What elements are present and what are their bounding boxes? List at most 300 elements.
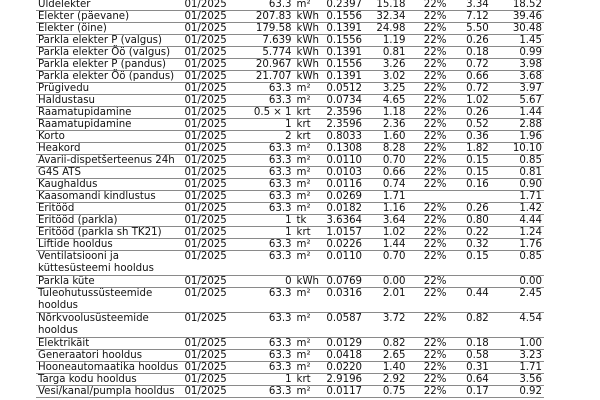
line-quantity: 1 xyxy=(233,119,295,131)
line-vat-amount: 0.80 xyxy=(455,215,498,227)
line-quantity: 63.3 xyxy=(233,288,295,313)
line-unit: kWh xyxy=(295,276,325,288)
table-row xyxy=(36,215,544,227)
line-period: 01/2025 xyxy=(182,215,232,227)
line-quantity: 5.774 xyxy=(233,47,295,59)
line-name: Haldustasu xyxy=(36,95,182,107)
line-total: 1.00 xyxy=(498,338,544,350)
line-total: 1.96 xyxy=(498,131,544,143)
line-name: Heakord xyxy=(36,143,182,155)
line-vat-rate: 22% xyxy=(414,215,455,227)
line-vat-amount: 0.36 xyxy=(455,131,498,143)
line-total: 1.71 xyxy=(498,362,544,374)
table-row xyxy=(36,35,544,47)
line-vat-amount: 0.26 xyxy=(455,107,498,119)
line-quantity: 207.83 xyxy=(233,11,295,23)
line-unit: kWh xyxy=(295,35,325,47)
line-vat-amount: 1.02 xyxy=(455,95,498,107)
line-vat-rate: 22% xyxy=(414,338,455,350)
line-vat-rate xyxy=(414,191,455,203)
line-vat-amount: 0.82 xyxy=(455,313,498,338)
line-sum: 2.36 xyxy=(370,119,413,131)
line-period: 01/2025 xyxy=(182,227,232,239)
line-unit-price: 0.0316 xyxy=(324,288,370,313)
line-unit-price: 0.2397 xyxy=(324,0,370,11)
line-name: Prügivedu xyxy=(36,83,182,95)
line-vat-rate: 22% xyxy=(414,179,455,191)
line-vat-rate: 22% xyxy=(414,71,455,83)
line-period: 01/2025 xyxy=(182,167,232,179)
line-name: Nõrkvoolusüsteemide hooldus xyxy=(36,313,182,338)
line-unit-price: 0.0220 xyxy=(324,362,370,374)
line-total: 0.81 xyxy=(498,167,544,179)
line-unit-price: 0.1391 xyxy=(324,23,370,35)
line-sum: 1.60 xyxy=(370,131,413,143)
line-total: 2.45 xyxy=(498,288,544,313)
line-period: 01/2025 xyxy=(182,23,232,35)
line-name: Parkla elekter P (pandus) xyxy=(36,59,182,71)
line-quantity: 1 xyxy=(233,227,295,239)
line-period: 01/2025 xyxy=(182,203,232,215)
line-name: Elektrikäit xyxy=(36,338,182,350)
line-total: 1.76 xyxy=(498,239,544,251)
line-vat-amount: 0.58 xyxy=(455,350,498,362)
line-vat-amount: 0.32 xyxy=(455,239,498,251)
line-total: 3.56 xyxy=(498,374,544,386)
line-vat-amount: 0.15 xyxy=(455,155,498,167)
table-row xyxy=(36,83,544,95)
table-row xyxy=(36,11,544,23)
line-vat-amount: 0.44 xyxy=(455,288,498,313)
line-name: Generaatori hooldus xyxy=(36,350,182,362)
table-row xyxy=(36,131,544,143)
line-sum: 1.19 xyxy=(370,35,413,47)
line-sum: 8.28 xyxy=(370,143,413,155)
line-vat-amount: 0.72 xyxy=(455,59,498,71)
line-total: 3.23 xyxy=(498,350,544,362)
line-sum: 2.65 xyxy=(370,350,413,362)
line-total: 30.48 xyxy=(498,23,544,35)
line-sum: 3.64 xyxy=(370,215,413,227)
line-unit-price: 0.0110 xyxy=(324,155,370,167)
table-row xyxy=(36,95,544,107)
line-vat-rate: 22% xyxy=(414,155,455,167)
line-total: 1.71 xyxy=(498,191,544,203)
table-row xyxy=(36,155,544,167)
line-sum: 1.16 xyxy=(370,203,413,215)
line-name: Liftide hooldus xyxy=(36,239,182,251)
line-unit: m² xyxy=(295,313,325,338)
line-vat-rate: 22% xyxy=(414,203,455,215)
line-unit-price: 0.0769 xyxy=(324,276,370,288)
line-name: Hooneautomaatika hooldus xyxy=(36,362,182,374)
invoice-lines-table xyxy=(36,0,544,398)
line-unit-price: 0.0110 xyxy=(324,251,370,276)
line-vat-rate: 22% xyxy=(414,95,455,107)
line-vat-rate: 22% xyxy=(414,143,455,155)
line-quantity: 63.3 xyxy=(233,251,295,276)
line-period: 01/2025 xyxy=(182,386,232,398)
line-unit: kWh xyxy=(295,71,325,83)
line-quantity: 63.3 xyxy=(233,191,295,203)
table-row xyxy=(36,350,544,362)
line-period: 01/2025 xyxy=(182,374,232,386)
line-vat-rate: 22% xyxy=(414,107,455,119)
line-quantity: 179.58 xyxy=(233,23,295,35)
line-vat-amount: 0.64 xyxy=(455,374,498,386)
line-name: Elekter (öine) xyxy=(36,23,182,35)
line-quantity: 63.3 xyxy=(233,179,295,191)
line-sum: 24.98 xyxy=(370,23,413,35)
line-sum: 0.81 xyxy=(370,47,413,59)
line-period: 01/2025 xyxy=(182,239,232,251)
line-vat-rate: 22% xyxy=(414,251,455,276)
line-quantity: 2 xyxy=(233,131,295,143)
line-sum: 1.18 xyxy=(370,107,413,119)
line-sum: 15.18 xyxy=(370,0,413,11)
line-sum: 0.74 xyxy=(370,179,413,191)
line-sum: 4.65 xyxy=(370,95,413,107)
line-unit-price: 0.0129 xyxy=(324,338,370,350)
line-sum: 32.34 xyxy=(370,11,413,23)
line-vat-amount: 7.12 xyxy=(455,11,498,23)
line-vat-rate: 22% xyxy=(414,386,455,398)
line-unit: m² xyxy=(295,251,325,276)
line-vat-amount: 0.17 xyxy=(455,386,498,398)
table-row xyxy=(36,239,544,251)
table-row xyxy=(36,338,544,350)
line-total: 0.85 xyxy=(498,251,544,276)
line-quantity: 63.3 xyxy=(233,239,295,251)
line-quantity: 0.5 × 1 xyxy=(233,107,295,119)
line-sum: 1.44 xyxy=(370,239,413,251)
line-vat-amount: 0.15 xyxy=(455,251,498,276)
line-total: 2.88 xyxy=(498,119,544,131)
line-unit-price: 0.1308 xyxy=(324,143,370,155)
line-sum: 3.26 xyxy=(370,59,413,71)
line-total: 1.42 xyxy=(498,203,544,215)
line-unit: m² xyxy=(295,167,325,179)
line-unit-price: 3.6364 xyxy=(324,215,370,227)
line-vat-rate: 22% xyxy=(414,0,455,11)
line-vat-amount: 0.31 xyxy=(455,362,498,374)
line-sum: 0.70 xyxy=(370,251,413,276)
line-total: 0.90 xyxy=(498,179,544,191)
line-name: Üldelekter xyxy=(36,0,182,11)
line-period: 01/2025 xyxy=(182,0,232,11)
line-total: 3.68 xyxy=(498,71,544,83)
line-unit: m² xyxy=(295,288,325,313)
line-unit: krt xyxy=(295,131,325,143)
line-vat-amount: 0.22 xyxy=(455,227,498,239)
line-unit: krt xyxy=(295,119,325,131)
line-unit: m² xyxy=(295,0,325,11)
table-row xyxy=(36,0,544,11)
table-row xyxy=(36,362,544,374)
line-vat-amount: 5.50 xyxy=(455,23,498,35)
line-unit-price: 0.0117 xyxy=(324,386,370,398)
line-unit-price: 0.8033 xyxy=(324,131,370,143)
line-period: 01/2025 xyxy=(182,107,232,119)
line-unit: krt xyxy=(295,107,325,119)
line-unit-price: 0.0269 xyxy=(324,191,370,203)
line-total: 18.52 xyxy=(498,0,544,11)
line-period: 01/2025 xyxy=(182,83,232,95)
line-unit: m² xyxy=(295,386,325,398)
table-row xyxy=(36,288,544,313)
line-period: 01/2025 xyxy=(182,155,232,167)
line-quantity: 20.967 xyxy=(233,59,295,71)
line-total: 0.99 xyxy=(498,47,544,59)
line-name: Eritööd (parkla sh TK21) xyxy=(36,227,182,239)
line-sum: 0.00 xyxy=(370,276,413,288)
line-unit: m² xyxy=(295,143,325,155)
line-unit-price: 0.1391 xyxy=(324,47,370,59)
line-total: 4.44 xyxy=(498,215,544,227)
line-vat-rate: 22% xyxy=(414,227,455,239)
line-unit: krt xyxy=(295,227,325,239)
table-row xyxy=(36,167,544,179)
line-total: 5.67 xyxy=(498,95,544,107)
line-vat-amount: 0.52 xyxy=(455,119,498,131)
line-vat-rate: 22% xyxy=(414,131,455,143)
line-total: 0.00 xyxy=(498,276,544,288)
line-period: 01/2025 xyxy=(182,95,232,107)
table-row xyxy=(36,313,544,338)
line-vat-rate: 22% xyxy=(414,313,455,338)
line-unit-price: 0.0116 xyxy=(324,179,370,191)
line-sum: 2.01 xyxy=(370,288,413,313)
line-vat-amount: 0.72 xyxy=(455,83,498,95)
line-vat-rate: 22% xyxy=(414,35,455,47)
line-unit: tk xyxy=(295,215,325,227)
line-sum: 1.71 xyxy=(370,191,413,203)
line-unit-price: 0.0418 xyxy=(324,350,370,362)
line-period: 01/2025 xyxy=(182,191,232,203)
line-quantity: 21.707 xyxy=(233,71,295,83)
line-total: 3.98 xyxy=(498,59,544,71)
line-vat-rate: 22% xyxy=(414,23,455,35)
table-row xyxy=(36,23,544,35)
line-vat-rate: 22% xyxy=(414,119,455,131)
line-vat-amount: 0.26 xyxy=(455,35,498,47)
line-vat-rate: 22% xyxy=(414,362,455,374)
line-unit: kWh xyxy=(295,11,325,23)
line-sum: 1.02 xyxy=(370,227,413,239)
line-unit: m² xyxy=(295,95,325,107)
table-row xyxy=(36,374,544,386)
line-unit: m² xyxy=(295,155,325,167)
line-vat-amount xyxy=(455,276,498,288)
line-name: G4S ATS xyxy=(36,167,182,179)
line-unit-price: 0.0734 xyxy=(324,95,370,107)
line-unit-price: 0.1391 xyxy=(324,71,370,83)
line-sum: 3.25 xyxy=(370,83,413,95)
line-vat-rate: 22% xyxy=(414,167,455,179)
line-unit: m² xyxy=(295,179,325,191)
table-row xyxy=(36,203,544,215)
table-row xyxy=(36,119,544,131)
table-row xyxy=(36,179,544,191)
line-sum: 2.92 xyxy=(370,374,413,386)
line-quantity: 63.3 xyxy=(233,313,295,338)
line-name: Tuleohutussüsteemide hooldus xyxy=(36,288,182,313)
line-period: 01/2025 xyxy=(182,47,232,59)
line-vat-amount: 0.26 xyxy=(455,203,498,215)
line-period: 01/2025 xyxy=(182,143,232,155)
line-vat-rate: 22% xyxy=(414,239,455,251)
line-unit: m² xyxy=(295,362,325,374)
line-vat-amount: 0.66 xyxy=(455,71,498,83)
line-unit: m² xyxy=(295,350,325,362)
table-row xyxy=(36,107,544,119)
line-period: 01/2025 xyxy=(182,288,232,313)
line-total: 1.45 xyxy=(498,35,544,47)
table-row xyxy=(36,71,544,83)
line-quantity: 7.639 xyxy=(233,35,295,47)
line-unit: kWh xyxy=(295,23,325,35)
line-vat-amount: 0.15 xyxy=(455,167,498,179)
line-unit: m² xyxy=(295,83,325,95)
line-period: 01/2025 xyxy=(182,313,232,338)
line-unit: kWh xyxy=(295,59,325,71)
line-name: Raamatupidamine xyxy=(36,107,182,119)
line-quantity: 63.3 xyxy=(233,203,295,215)
line-vat-amount: 0.18 xyxy=(455,47,498,59)
line-unit: m² xyxy=(295,239,325,251)
line-unit: m² xyxy=(295,191,325,203)
line-quantity: 63.3 xyxy=(233,83,295,95)
line-name: Parkla elekter Öö (valgus) xyxy=(36,47,182,59)
line-vat-rate: 22% xyxy=(414,47,455,59)
line-vat-rate: 22% xyxy=(414,288,455,313)
table-row xyxy=(36,191,544,203)
line-vat-amount: 3.34 xyxy=(455,0,498,11)
line-quantity: 63.3 xyxy=(233,386,295,398)
line-unit-price: 2.3596 xyxy=(324,119,370,131)
line-unit-price: 1.0157 xyxy=(324,227,370,239)
line-name: Eritööd xyxy=(36,203,182,215)
line-period: 01/2025 xyxy=(182,251,232,276)
line-sum: 0.82 xyxy=(370,338,413,350)
line-period: 01/2025 xyxy=(182,350,232,362)
line-vat-amount: 1.82 xyxy=(455,143,498,155)
line-unit-price: 0.1556 xyxy=(324,11,370,23)
line-name: Parkla elekter P (valgus) xyxy=(36,35,182,47)
line-quantity: 1 xyxy=(233,215,295,227)
line-name: Kaughaldus xyxy=(36,179,182,191)
line-sum: 0.66 xyxy=(370,167,413,179)
line-sum: 0.75 xyxy=(370,386,413,398)
line-unit: krt xyxy=(295,374,325,386)
line-name: Eritööd (parkla) xyxy=(36,215,182,227)
line-name: Korto xyxy=(36,131,182,143)
line-quantity: 63.3 xyxy=(233,362,295,374)
line-name: Elekter (päevane) xyxy=(36,11,182,23)
line-unit: m² xyxy=(295,338,325,350)
table-row xyxy=(36,47,544,59)
line-total: 1.24 xyxy=(498,227,544,239)
line-period: 01/2025 xyxy=(182,179,232,191)
line-period: 01/2025 xyxy=(182,131,232,143)
line-vat-amount: 0.18 xyxy=(455,338,498,350)
line-unit-price: 2.9196 xyxy=(324,374,370,386)
table-row xyxy=(36,386,544,398)
line-quantity: 63.3 xyxy=(233,155,295,167)
table-row xyxy=(36,276,544,288)
line-period: 01/2025 xyxy=(182,276,232,288)
line-vat-amount: 0.16 xyxy=(455,179,498,191)
line-unit-price: 0.0103 xyxy=(324,167,370,179)
line-vat-rate: 22% xyxy=(414,350,455,362)
line-period: 01/2025 xyxy=(182,11,232,23)
line-vat-amount xyxy=(455,191,498,203)
line-quantity: 63.3 xyxy=(233,350,295,362)
line-unit-price: 2.3596 xyxy=(324,107,370,119)
line-unit-price: 0.0587 xyxy=(324,313,370,338)
line-quantity: 63.3 xyxy=(233,338,295,350)
line-unit-price: 0.0182 xyxy=(324,203,370,215)
line-unit-price: 0.0226 xyxy=(324,239,370,251)
table-row xyxy=(36,59,544,71)
line-total: 4.54 xyxy=(498,313,544,338)
line-unit-price: 0.0512 xyxy=(324,83,370,95)
line-name: Parkla elekter Öö (pandus) xyxy=(36,71,182,83)
line-quantity: 63.3 xyxy=(233,167,295,179)
line-total: 10.10 xyxy=(498,143,544,155)
line-total: 1.44 xyxy=(498,107,544,119)
line-sum: 0.70 xyxy=(370,155,413,167)
line-period: 01/2025 xyxy=(182,338,232,350)
table-row xyxy=(36,143,544,155)
invoice-lines xyxy=(36,0,544,398)
line-name: Kaasomandi kindlustus xyxy=(36,191,182,203)
line-name: Parkla küte xyxy=(36,276,182,288)
line-unit-price: 0.1556 xyxy=(324,59,370,71)
line-period: 01/2025 xyxy=(182,71,232,83)
line-period: 01/2025 xyxy=(182,59,232,71)
line-vat-rate: 22% xyxy=(414,374,455,386)
line-name: Vesi/kanal/pumpla hooldus xyxy=(36,386,182,398)
line-total: 0.85 xyxy=(498,155,544,167)
line-period: 01/2025 xyxy=(182,35,232,47)
line-total: 3.97 xyxy=(498,83,544,95)
line-sum: 3.02 xyxy=(370,71,413,83)
line-vat-rate: 22% xyxy=(414,59,455,71)
line-vat-rate: 22% xyxy=(414,11,455,23)
line-name: Avarii-dispetšerteenus 24h xyxy=(36,155,182,167)
line-quantity: 63.3 xyxy=(233,0,295,11)
line-unit: kWh xyxy=(295,47,325,59)
table-row xyxy=(36,251,544,276)
line-total: 0.92 xyxy=(498,386,544,398)
line-quantity: 63.3 xyxy=(233,95,295,107)
line-vat-rate: 22% xyxy=(414,83,455,95)
line-period: 01/2025 xyxy=(182,119,232,131)
line-vat-rate: 22% xyxy=(414,276,455,288)
line-unit-price: 0.1556 xyxy=(324,35,370,47)
line-sum: 1.40 xyxy=(370,362,413,374)
line-quantity: 1 xyxy=(233,374,295,386)
line-name: Ventilatsiooni ja küttesüsteemi hooldus xyxy=(36,251,182,276)
line-total: 39.46 xyxy=(498,11,544,23)
line-name: Targa kodu hooldus xyxy=(36,374,182,386)
line-unit: m² xyxy=(295,203,325,215)
table-row xyxy=(36,227,544,239)
line-quantity: 0 xyxy=(233,276,295,288)
line-sum: 3.72 xyxy=(370,313,413,338)
line-quantity: 63.3 xyxy=(233,143,295,155)
